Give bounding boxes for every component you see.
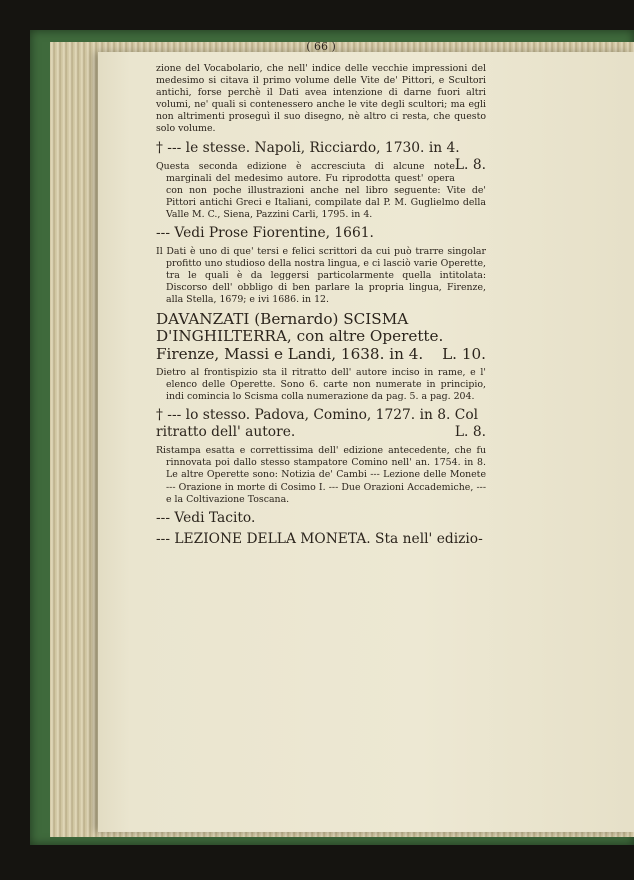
page-number: ( 66 ) — [306, 40, 336, 53]
paragraph-5: Ristampa esatta e correttissima dell' edizione antecedente, che fu rinnovata poi dallo stesso stampatore Comino nell' an. 1754. in 8. Le altre Operette sono: Notizia de' Cambi --- Lezione delle Monete --- Orazione in morte di Cosimo I. --- Due Orazioni Accademiche, --- e la Coltivazione Toscana. — [156, 445, 486, 505]
entry-heading-1-text: † --- le stesse. Napoli, Ricciardo, 1730. in 4. — [156, 139, 460, 156]
entry-heading-4 — [156, 407, 486, 441]
page-text — [156, 40, 486, 552]
paragraph-3: Il Dati è uno di que' tersi e felici scrittori da cui può trarre singolar profitto uno studioso della nostra lingua, e ci lasciò varie Operette, tra le quali è da leggersi particolarmente quella intitolata: Discorso dell' obbligo di ben parlare la propria lingua, Firenze, alla Stella, 1679; e ivi 1686. in 12. — [156, 246, 486, 306]
paragraph-1: zione del Vocabolario, che nell' indice delle vecchie impressioni del medesimo si citava il primo volume delle Vite de' Pittori, e Scultori antichi, forse perchè il Dati avea intenzione di darne fuori altri volumi, ne' quali si contenessero anche le vite degli scultori; ma egli non altrimenti proseguì il suo disegno, nè altro ci resta, che questo solo volume. — [156, 63, 486, 135]
entry-heading-4-text: † --- lo stesso. Padova, Comino, 1727. in 8. Col ritratto dell' autore. — [156, 407, 479, 441]
entry-heading-3-text: DAVANZATI (Bernardo) SCISMA D'INGHILTERRA, con altre Operette. Firenze, Massi e Landi, 1638. in 4. — [156, 309, 444, 363]
paragraph-4: Dietro al frontispizio sta il ritratto dell' autore inciso in rame, e l' elenco delle Operette. Sono 6. carte non numerate in principio, indi comincia lo Scisma colla numerazione da pag. 5. a pag. 204. — [156, 367, 486, 403]
entry-heading-1 — [156, 139, 486, 173]
entry-heading-4-price: L. 8. — [454, 424, 486, 441]
paragraph-2: Questa seconda edizione è accresciuta di alcune note marginali del medesimo autore. Fu riprodotta quest' opera con non poche illustrazioni anche nel libro seguente: Vite de' Pittori antichi Greci e Italiani, compilate dal P. M. Guglielmo della Valle M. C., Siena, Pazzini Carli, 1795. in 4. — [156, 160, 486, 220]
entry-heading-1-price: L. 8. — [454, 156, 486, 173]
entry-heading-3 — [156, 311, 486, 364]
entry-heading-3-price: L. 10. — [442, 344, 486, 363]
entry-heading-2: --- Vedi Prose Fiorentine, 1661. — [156, 225, 374, 242]
entry-heading-5: --- Vedi Tacito. — [156, 509, 256, 526]
entry-heading-6: --- LEZIONE DELLA MONETA. Sta nell' edizio- — [156, 530, 483, 547]
